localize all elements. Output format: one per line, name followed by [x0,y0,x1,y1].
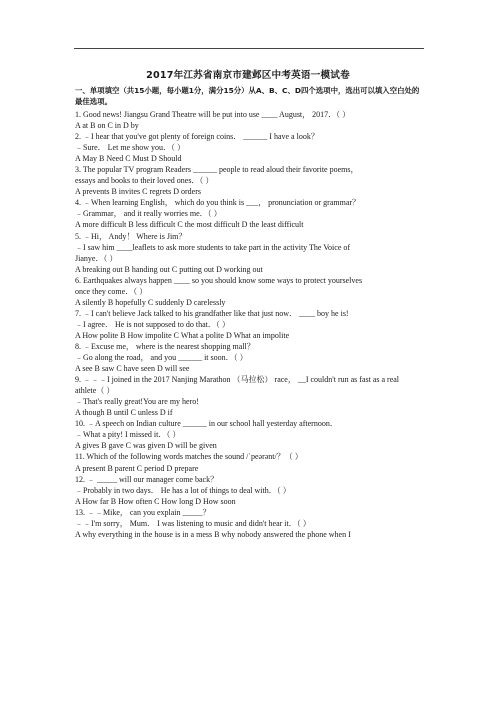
text-line: A why everything in the house is in a mess B why nobody answered the phone when I [75,529,351,539]
text-line: A May B Need C Must D Should [75,154,182,164]
text-line: A see B saw C have seen D will see [75,364,190,374]
text-line: Jianye．（ ） [75,253,118,263]
text-line: A at B on C in D by [75,121,139,131]
text-line: 1. Good news! Jiangsu Grand Theatre will be put into use ____ August， 2017．（ ） [75,110,351,119]
text-line: ﹣I agree． He is not supposed to do that．（ ） [75,319,230,329]
text-line: A gives B gave C was given D will be given [75,441,217,451]
text-line: 4. ﹣When learning English， which do you think is ___， pronunciation or grammar？ [75,198,361,208]
text-line: ﹣Probably in two days． He has a lot of things to deal with．（ ） [75,485,291,495]
text-line: ﹣﹣I'm sorry， Mum． I was listening to music and didn't hear it．（ ） [75,518,311,528]
text-line: A though B until C unless D if [75,408,173,418]
text-line: ﹣Grammar， and it really worries me．（ ） [75,209,222,219]
text-line: ﹣Sure． Let me show you．（ ） [75,143,185,153]
text-line: once they come．（ ） [75,286,148,296]
question-content [75,109,427,540]
text-line: 5. ﹣Hi， Andy！ Where is Jim？ [75,231,187,241]
text-line: 11. Which of the following words matches the sound /ˈpeərənt/？（ ） [75,452,303,462]
text-line: 12. ﹣ _____ will our manager come back？ [75,474,219,484]
page-title: 2017年江苏省南京市建邺区中考英语一模试卷 [146,70,350,81]
text-line: athlete（ ） [75,386,115,396]
text-line: A How far B How often C How long D How soon [75,496,236,506]
text-line: ﹣What a pity! I missed it．（ ） [75,430,181,440]
text-line: A present B parent C period D prepare [75,463,199,473]
text-line: 8. ﹣Excuse me， where is the nearest shopping mall？ [75,341,255,351]
text-line: A silently B hopefully C suddenly D carelessly [75,297,226,307]
text-line: 10. ﹣A speech on Indian culture ______ in our school hall yesterday afternoon． [75,419,338,429]
text-line: A more difficult B less difficult C the most difficult D the least difficult [75,220,304,230]
text-line: ﹣Go along the road， and you ______ it soon．（ ） [75,353,248,363]
text-line: essays and books to their loved ones．（ ） [75,176,214,186]
text-line: A How polite B How impolite C What a polite D What an impolite [75,330,290,340]
text-line: 7. ﹣I can't believe Jack talked to his grandfather like that just now． ____ boy he is! [75,308,349,318]
text-line: ﹣That's really great!You are my hero! [75,397,199,407]
text-line: A prevents B invites C regrets D orders [75,187,201,197]
text-line: A breaking out B handing out C putting out D working out [75,264,263,274]
text-line: 6. Earthquakes always happen ____ so you should know some ways to protect yourselves [75,275,363,285]
text-line: 2. ﹣I hear that you've got plenty of foreign coins． ______ I have a look？ [75,132,319,142]
section-heading: 一、单项填空（共15小题，每小题1分，满分15分）从A、B、C、D四个选项中，选出可以填入空白处的最佳选项。 [75,86,420,106]
header-rule [74,48,424,49]
text-line: 9. ﹣﹣﹣I joined in the 2017 Nanjing Marathon （马拉松） race， __I couldn't run as fast as a real [75,375,400,385]
text-line: 3. The popular TV program Readers ______ people to read aloud their favorite poems， [75,165,359,175]
text-line: ﹣I saw him ____leaflets to ask more students to take part in the activity The Voice of [75,242,351,252]
text-line: 13. ﹣﹣Mike， can you explain _____？ [75,507,211,517]
